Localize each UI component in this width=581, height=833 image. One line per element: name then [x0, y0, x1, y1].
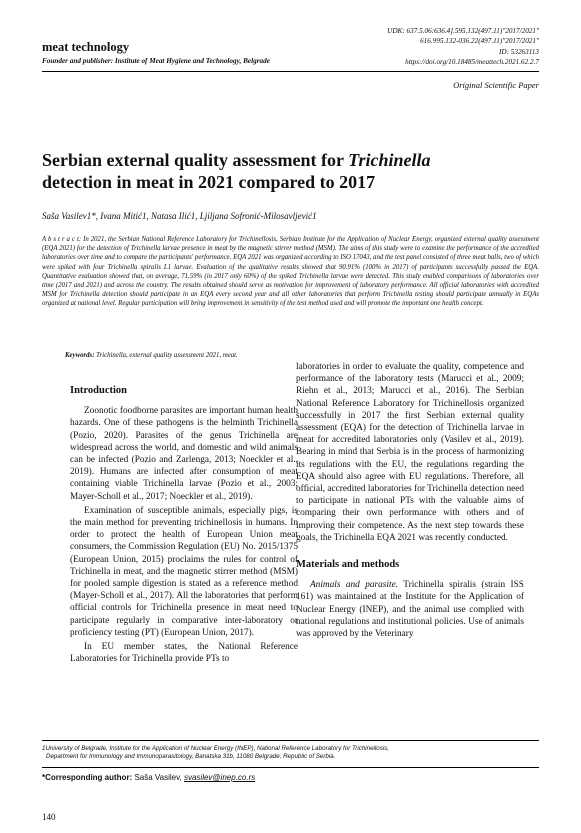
article-id: ID: 53263113 [499, 47, 539, 56]
doi-link[interactable]: https://doi.org/10.18485/meattech.2021.62.2.7 [405, 58, 539, 67]
journal-name: meat technology [42, 40, 130, 54]
page-number: 140 [42, 812, 56, 822]
title-italic: Trichinella [348, 150, 431, 170]
subheading: Animals and parasite. [310, 580, 399, 591]
paragraph-text: Trichinella spiralis (strain ISS 161) was maintained at the Institute for the Application of Nuclear Energy (INEP), and the animal use complied with national regulations and institutional policies. Use of animals was approved by the Veterinary [296, 580, 524, 640]
keywords-label: Keywords: [65, 352, 95, 359]
section-heading-introduction: Introduction [70, 385, 127, 396]
footnote-line-2: Department for Immunology and Immunoparasitology, Banatska 31b, 11080 Belgrade, Republic of Serbia. [46, 753, 336, 761]
keywords-text: Trichinella, external quality assessment 2021, meat. [96, 352, 238, 359]
author-list: Saša Vasilev1*, Ivana Mitić1, Natasa Ilić1, Ljiljana Sofronić-Milosavljević1 [42, 211, 317, 221]
paragraph: Examination of susceptible animals, especially pigs, is the main method for preventing trichinellosis in humans. In order to protect the health of European Union meat consumers, the Commission Regulation (EU) No. 2015/1375 (European Union, 2015) proclaims the rules for control of Trichinella in meat, and the magnetic stirrer method (MSM) for pooled sample digestion is stated as a reference method (Mayer-Scholl et al., 2017). All the laboratories that perform official controls for Trichinella presence in meat need to participate regularly in comparative inter-laboratory or proficiency testing (PT) (European Union, 2017). [70, 505, 298, 638]
header-divider [42, 71, 539, 72]
corresponding-divider [42, 767, 539, 768]
section-heading-methods: Materials and methods [296, 559, 400, 571]
paragraph: Zoonotic foodborne parasites are important human health hazards. One of these pathogens is the helminth Trichinella (Pozio, 2020). Parasites of the genus Trichinella are widespread across the world, and domestic and wild animals can be infected (Pozio and Zarlenga, 2013; Noeckler et al., 2019). Humans are infected after consumption of meat containing viable Trichinella larvae (Pozio et al., 2003; Mayer-Scholl et al., 2017; Noeckler et al., 2019). [70, 406, 298, 502]
paragraph [296, 579, 524, 640]
affiliation-footnote [42, 745, 389, 762]
publisher-line: Founder and publisher: Institute of Meat Hygiene and Technology, Belgrade [42, 57, 270, 65]
abstract-text: In 2021, the Serbian National Reference Laboratory for Trichinellosis, Serbian Institute for the Application of Nuclear Energy, organized external quality assessment (EQA 2021) for the detection of Trichinella larvae presence in meat by the magnetic stirrer method (MSM). The aims of this study were to examine the performance of the accredited laboratories over time and to compare the participants' performance. EQA 2021 was organized according to ISO 17043, and the test panel consisted of three meat balls, two of which were spiked with four Trichinella spiralis L1 larvae. Evaluation of the qualitative results showed that 90.91% (100% in 2017) of participants successfully passed the EQA. Quantitative evaluation showed that, on average, 71.59% (in 2017 only 60%) of the spiked Trichinella larvae were detected. This study enabled comparisons of laboratories over time (2017 and 2021) and across the country. The results obtained should serve as motivation for improvement of laboratory performance. All official laboratories with accredited MSM for Trichinella detection should participate in an EQA every second year and all other laboratories that perform Trichinella testing should participate annually in EQAs organized at national level. Regular participation will bring improvement in sensitivity of the test method used and will promote the important one health concept. [42, 236, 539, 308]
abstract-label: A b s t r a c t: [42, 236, 82, 243]
corresponding-author [42, 773, 255, 782]
corresponding-label: *Corresponding author: [42, 773, 133, 782]
udk-block [387, 26, 539, 68]
udk-line-1: UDK: 637.5.06:636.4].595.132(497.11)"2017/2021" [387, 27, 539, 35]
footnote-divider [42, 740, 539, 741]
abstract [42, 235, 539, 309]
article-type: Original Scientific Paper [453, 80, 539, 90]
title-part-2: detection in meat in 2021 compared to 2017 [42, 172, 376, 192]
article-title [42, 149, 542, 193]
right-column [296, 361, 524, 640]
udk-line-2: 616.995.132-036.22(497.11)"2017/2021" [420, 37, 539, 46]
left-column [70, 387, 298, 665]
keywords [65, 352, 238, 359]
paragraph: In EU member states, the National Reference Laboratories for Trichinella provide PTs to [70, 642, 298, 665]
email-link[interactable]: svasilev@inep.co.rs [183, 773, 256, 782]
paragraph: laboratories in order to evaluate the quality, competence and performance of the laboratory tests (Marucci et al., 2009; Riehn et al., 2013; Marucci et al., 2016). The Serbian National Reference Laboratory for Trichinellosis organized successfully in 2017 the first Serbian external quality assessment (EQA) for the detection of Trichinella larvae in meat for accredited laboratories only (Vasilev et al., 2019). Bearing in mind that Serbia is in the process of harmonizing its regulations with the EU, the regulations regarding the EQA should also agree with EU regulations. Therefore, all official, accredited laboratories for Trichinella detection need to participate in national PTs with the valuable aims of comparing their own performance with others and of improving their competence. As the next step towards these goals, the Trichinella EQA 2021 was recently conducted. [296, 362, 524, 543]
corresponding-name: Saša Vasilev, [134, 773, 182, 782]
footnote-line-1: 1University of Belgrade, Institute for the Application of Nuclear Energy (INEP), National Reference Laboratory for Trichinellosis, [42, 745, 390, 752]
title-part-1: Serbian external quality assessment for [42, 150, 349, 170]
